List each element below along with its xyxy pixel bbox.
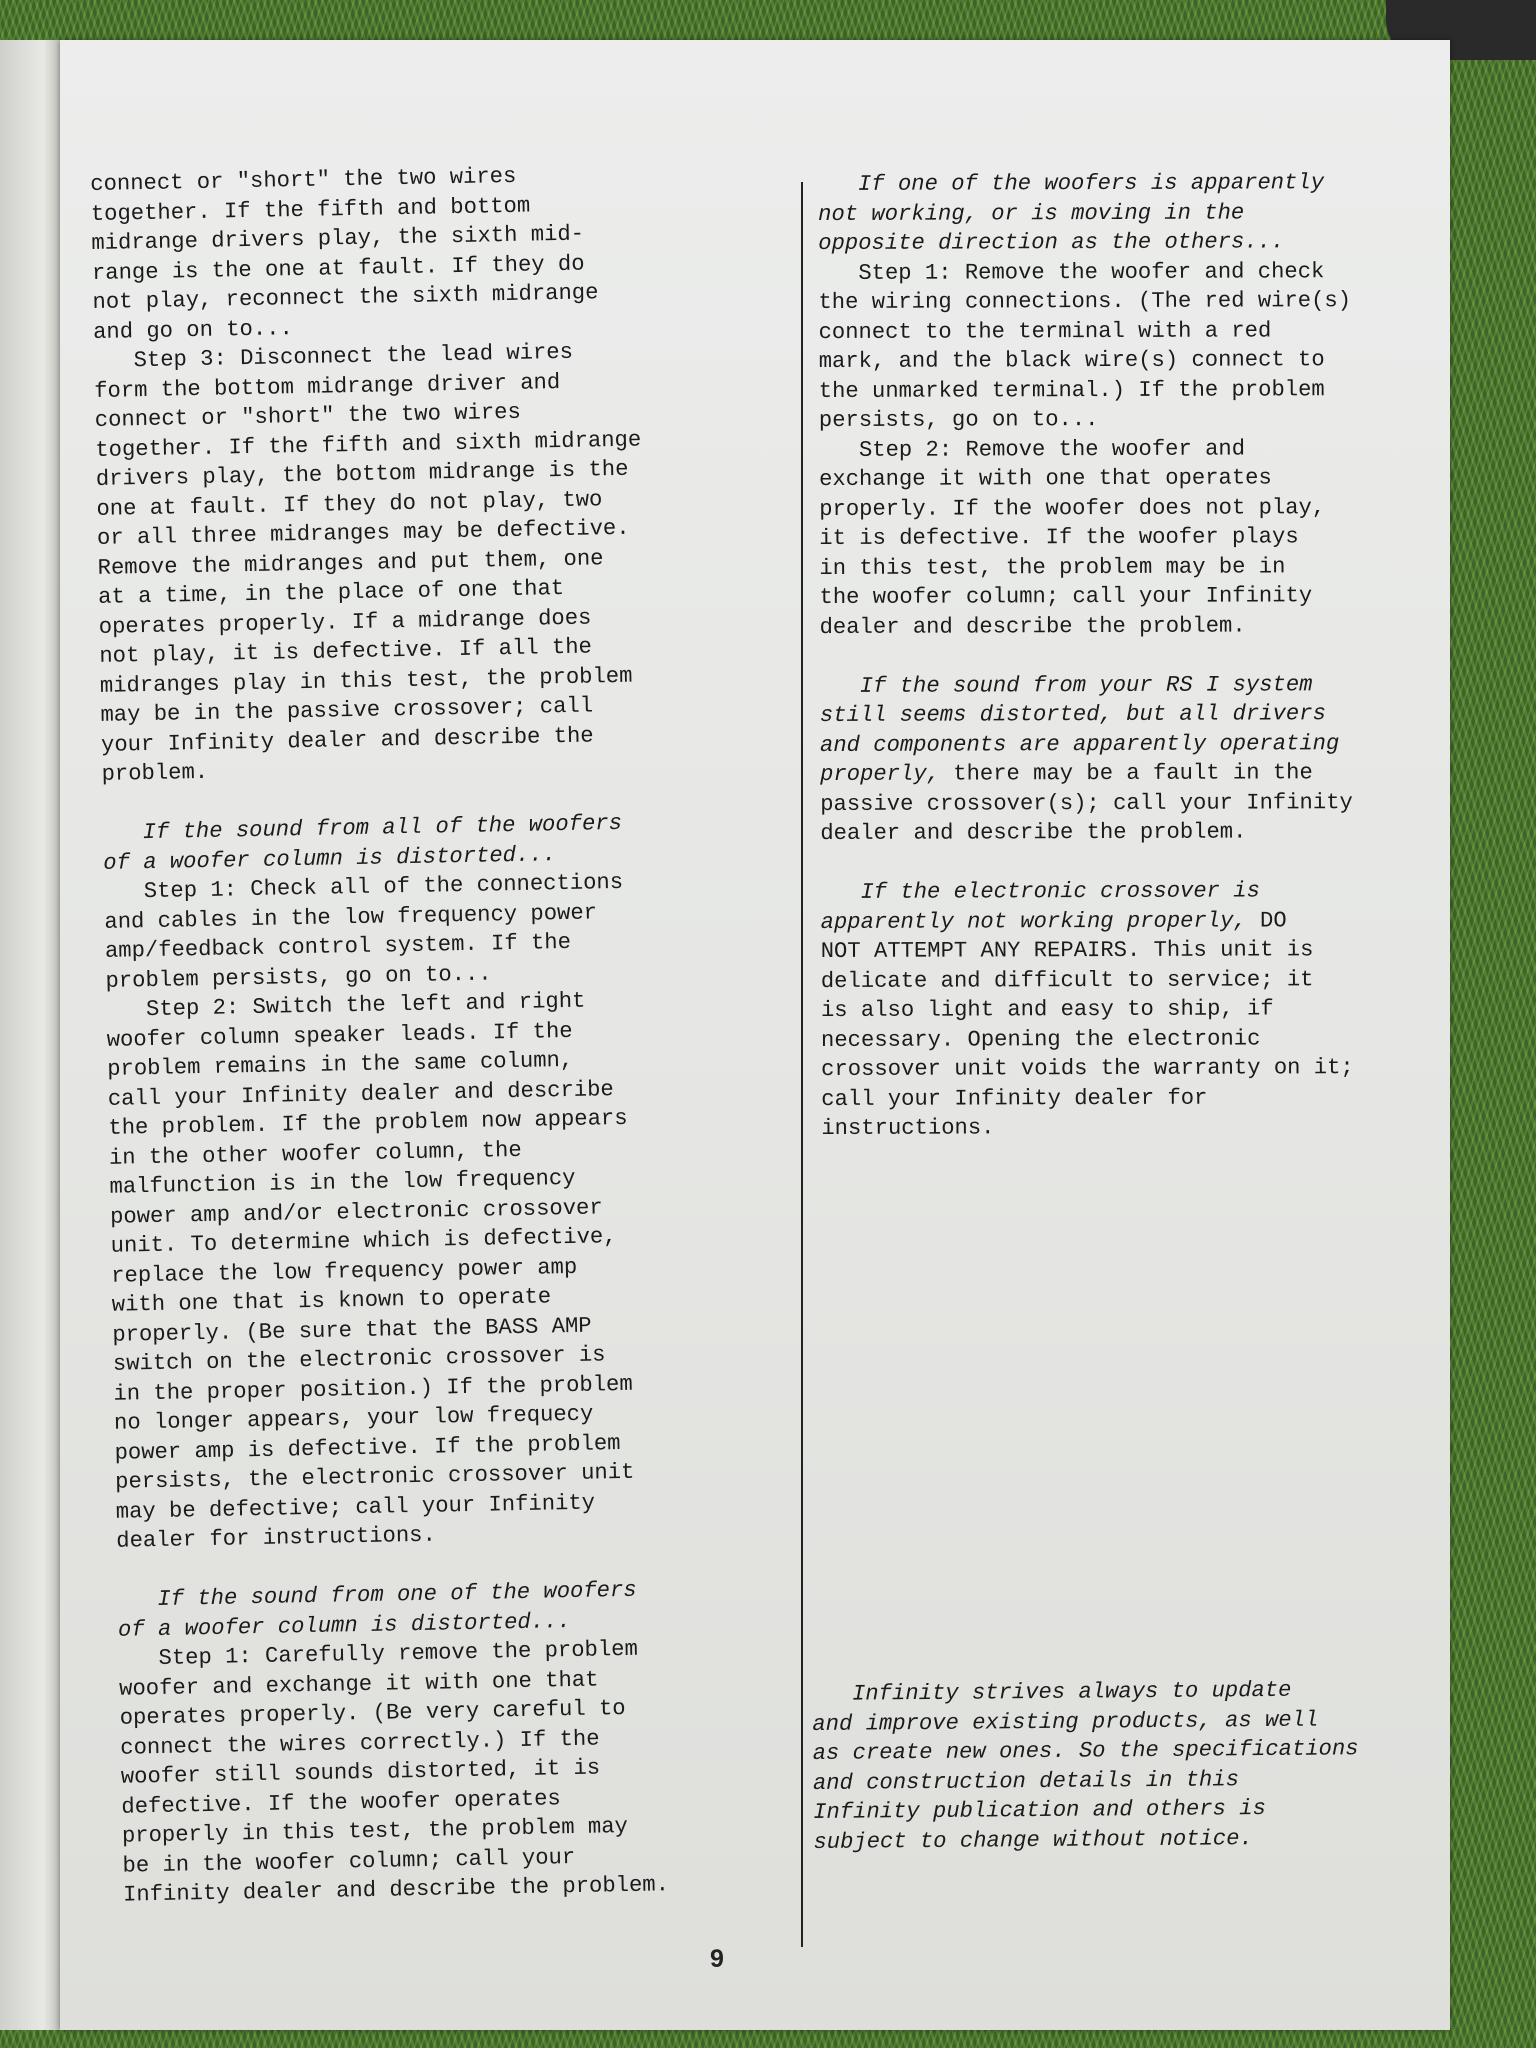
manual-page [60, 40, 1450, 2030]
change-notice: Infinity strives always to update and improve existing products, as well as create new ones. So the specifications and construction details in this Infinity publication and others is subject to change without notice. [812, 1677, 1359, 1855]
paragraph: connect or "short" the two wires together. If the fifth and bottom midrange drivers play, the sixth mid- range is the one at fault. If they do not play, reconnect the sixth midrange and go on to... Step 3: Disconnect the lead wires form the bottom midrange driver and connect or "short" the two wires together. If the fifth and sixth midrange drivers play, the bottom midrange is the one at fault. If they do not play, two or all three midranges may be defective. Remove the midranges and put them, one at a time, in the place of one that operates properly. If a midrange does not play, it is defective. If all the midranges play in this test, the problem may be in the passive crossover; call your Infinity dealer and describe the problem. [90, 163, 642, 787]
paragraph: Step 1: Carefully remove the problem woofer and exchange it with one that operates properly. (Be very careful to connect the wires correctly.) If the woofer still sounds distorted, it is defective. If the woofer operates properly in this test, the problem may be in the woofer column; call your Infinity dealer and describe the problem. [118, 1636, 670, 1908]
italic-lead: If the sound from your RS I system still seems distorted, but all drivers and components are apparently operating properly, [819, 671, 1340, 787]
paragraph: Step 1: Check all of the connections and cables in the low frequency power amp/feedback control system. If the problem persists, go on to... Step 2: Switch the left and right woofer column speaker leads. If the problem remains in the same column, call your Infinity dealer and describe the problem. If the problem now appears in the other woofer column, the malfunction is in the low frequency power amp and/or electronic crossover unit. To determine which is defective, replace the low frequency power amp with one that is known to operate properly. (Be sure that the BASS AMP switch on the electronic crossover is in the proper position.) If the problem no longer appears, your low frequecy power amp is defective. If the problem persists, the electronic crossover unit may be defective; call your Infinity dealer for instructions. [103, 869, 635, 1554]
left-column [90, 157, 813, 1910]
italic-heading: If the sound from one of the woofers of a woofer column is distorted... [117, 1577, 637, 1643]
italic-lead: If the electronic crossover is apparently not working properly, [820, 878, 1260, 935]
paragraph [820, 669, 1501, 848]
previous-page-edge [0, 40, 64, 2030]
paragraph: Step 1: Remove the woofer and check the wiring connections. (The red wire(s) connect to the terminal with a red mark, and the black wire(s) connect to the unmarked terminal.) If the problem persists, go on to... Step 2: Remove the woofer and exchange it with one that operates properly. If the woofer does not play, it is defective. If the woofer plays in this test, the problem may be in the woofer column; call your Infinity dealer and describe the problem. [818, 258, 1352, 640]
paragraph-text: DO NOT ATTEMPT ANY REPAIRS. This unit is delicate and difficult to service; it is also light and easy to ship, if necessary. Opening the electronic crossover unit voids the warranty on it; call your Infinity dealer for instructions. [820, 907, 1354, 1141]
italic-heading: If the sound from all of the woofers of a woofer column is distorted... [102, 810, 623, 876]
paragraph [820, 876, 1501, 1144]
paragraph-text: there may be a fault in the passive crossover(s); call your Infinity dealer and describe the problem. [820, 760, 1353, 846]
column-divider [801, 182, 803, 1947]
right-column [818, 168, 1501, 1144]
italic-heading: If one of the woofers is apparently not working, or is moving in the opposite direction as the others... [818, 170, 1325, 256]
page-number: 9 [710, 1945, 724, 1973]
